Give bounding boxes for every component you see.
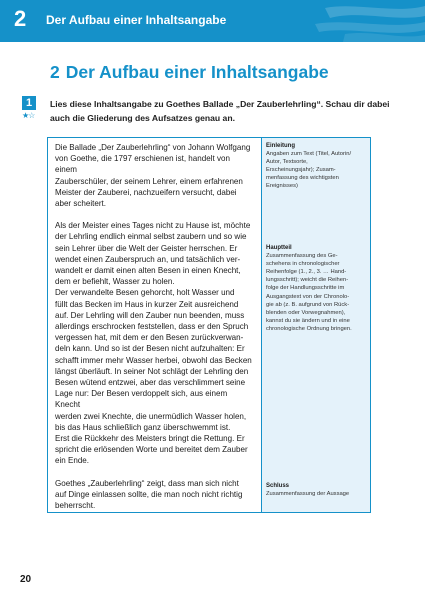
text-line: aber scheitert.	[55, 199, 106, 209]
note-line: folge der Handlungsschritte im	[266, 285, 345, 292]
text-line: der Lehrling endlich einmal selbst zaubern und so wie	[55, 232, 247, 242]
note-line: lungsschritt); weicht die Reihen-	[266, 277, 349, 284]
text-line: werden zwei Knechte, die unermüdlich Wasser holen,	[55, 411, 247, 421]
note-heading: Schluss	[266, 483, 290, 489]
note-line: schehens in chronologischer	[266, 261, 340, 268]
note-heading: Einleitung	[266, 143, 295, 149]
page-heading	[50, 62, 329, 83]
text-line: beherrscht.	[55, 501, 96, 511]
text-line: füllt das Becken im Haus in kurzer Zeit ausreichend	[55, 299, 239, 309]
text-line: schafft immer mehr Wasser herbei, obwohl das Becken	[55, 355, 252, 365]
text-line: längst überläuft. In seiner Not schlägt der Lehrling den	[55, 366, 249, 376]
text-line: wendet einen Zauberspruch an, und tatsächlich ver-	[55, 254, 241, 264]
text-line: allerdings erschrocken feststellen, dass er den Spruch	[55, 322, 249, 332]
text-line: Erst die Rückkehr des Meisters bringt die Rettung. Er	[55, 434, 245, 444]
text-line: Der verwandelte Besen gehorcht, holt Wasser und	[55, 288, 235, 298]
note-line: Zusammenfassung des Ge-	[266, 253, 338, 260]
summary-text-column	[48, 138, 262, 512]
note-line: blenden oder Vorwegnahmen),	[266, 309, 346, 316]
note-schluss	[266, 482, 367, 498]
text-line: Als der Meister eines Tages nicht zu Hause ist, möchte	[55, 221, 251, 231]
note-line: Zusammenfassung der Aussage	[266, 491, 350, 498]
text-line: auf. Der Lehrling will den Zauber nun beenden, muss	[55, 310, 245, 320]
main-paragraph	[55, 220, 254, 466]
text-line: spricht die erlösenden Worte und bereitet dem Zauber	[55, 445, 248, 455]
brush-stroke-decoration	[305, 0, 425, 42]
text-line: auf Dinge einlassen sollte, die man noch nicht richtig	[55, 489, 243, 499]
conclusion-paragraph	[55, 478, 254, 512]
text-line: Besen wütend entzwei, aber das verschlimmert seine	[55, 378, 246, 388]
note-heading: Hauptteil	[266, 245, 292, 251]
note-line: Ereignisses)	[266, 183, 298, 190]
text-line: wandelt er damit einen alten Besen in einen Knecht,	[55, 266, 241, 276]
chapter-title: Der Aufbau einer Inhaltsangabe	[46, 13, 227, 27]
text-line: dem er befiehlt, Wasser zu holen.	[55, 277, 175, 287]
note-hauptteil	[266, 244, 367, 333]
chapter-banner	[0, 0, 425, 42]
text-line: Die Ballade „Der Zauberlehrling“ von Johann Wolfgang	[55, 143, 251, 152]
text-line: vergessen hat, mit dem er den Besen zurückverwan-	[55, 333, 244, 343]
note-line: kannst du sie ändern und in eine	[266, 317, 350, 324]
note-line: chronologische Ordnung bringen.	[266, 325, 352, 332]
text-line: deln kann. Und so ist der Besen nicht aufzuhalten: Er	[55, 344, 245, 354]
note-einleitung	[266, 142, 367, 191]
text-line: ein Ende.	[55, 456, 90, 466]
note-line: Angaben zum Text (Titel, Autorin/	[266, 151, 352, 158]
text-line: Meister der Zauberei, nachzueifern versucht, dabei	[55, 187, 237, 197]
text-line: Lage nur: Der Besen verdoppelt sich, aus einem Knecht	[55, 389, 228, 410]
intro-paragraph	[55, 142, 254, 209]
text-line: bis das Haus schließlich ganz überschwemmt ist.	[55, 422, 231, 432]
text-line: von Goethe, die 1797 erschienen ist, handelt von einem	[55, 154, 230, 175]
note-line: Ausgangstext von der Chronolo-	[266, 293, 350, 300]
task-line: Lies diese Inhaltsangabe zu Goethes Ballade „Der Zauberlehrling“. Schau dir dabei	[50, 99, 390, 109]
text-line: Goethes „Zauberlehrling“ zeigt, dass man sich nicht	[55, 478, 239, 488]
task-instruction	[50, 97, 400, 125]
difficulty-stars-icon: ★☆	[22, 111, 35, 120]
note-line: menfassung des wichtigsten	[266, 175, 339, 182]
structure-notes-column	[262, 138, 370, 512]
note-line: Autor, Textsorte,	[266, 159, 308, 166]
summary-layout-table	[47, 137, 371, 513]
note-line: Erscheinungsjahr); Zusam-	[266, 167, 336, 174]
text-line: sein Lehrer über die Welt der Geister herrschen. Er	[55, 243, 238, 253]
task-number-badge: 1	[22, 96, 36, 110]
chapter-number: 2	[14, 6, 27, 31]
page-number: 20	[20, 574, 32, 585]
text-line: Zauberschüler, der seinem Lehrer, einem erfahrenen	[55, 176, 243, 186]
task-line: auch die Gliederung des Aufsatzes genau an.	[50, 113, 235, 123]
heading-title: Der Aufbau einer Inhaltsangabe	[65, 62, 329, 82]
note-line: Reihenfolge (1., 2., 3. … Hand-	[266, 269, 347, 276]
note-line: gie ab (z. B. aufgrund von Rück-	[266, 301, 350, 308]
heading-number: 2	[50, 62, 60, 82]
